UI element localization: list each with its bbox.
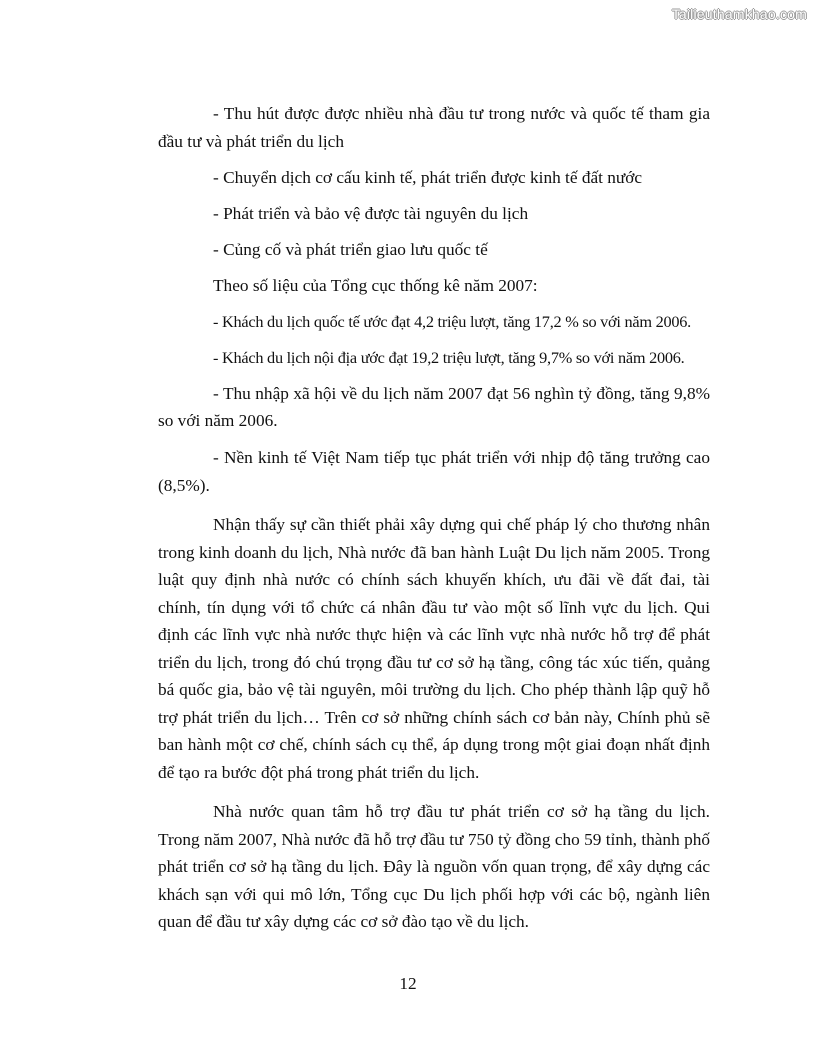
paragraph-tourism-income: - Thu nhập xã hội về du lịch năm 2007 đạt 56 nghìn tỷ đồng, tăng 9,8% so với năm 2006. (158, 383, 710, 430)
paragraph-domestic-visitors: - Khách du lịch nội địa ước đạt 19,2 triệu lượt, tăng 9,7% so với năm 2006. (213, 347, 685, 367)
document-body (158, 100, 710, 936)
paragraph-economic-growth: - Nền kinh tế Việt Nam tiếp tục phát triển với nhịp độ tăng trưởng cao (8,5%). (158, 448, 710, 495)
paragraph-statistics-intro: Theo số liệu của Tổng cục thống kê năm 2007: (213, 275, 538, 295)
paragraph-tourism-law: Nhận thấy sự cần thiết phải xây dựng qui chế pháp lý cho thương nhân trong kinh doanh du lịch, Nhà nước đã ban hành Luật Du lịch năm 2005. Trong luật quy định nhà nước có chính sách khuyến khích, ưu đãi về đất đai, tài chính, tín dụng với tổ chức cá nhân đầu tư vào một số lĩnh vực du lịch. Qui định các lĩnh vực nhà nước thực hiện và các lĩnh vực nhà nước hỗ trợ để phát triển du lịch, trong đó chú trọng đầu tư cơ sở hạ tầng, công tác xúc tiến, quảng bá quốc gia, bảo vệ tài nguyên, môi trường du lịch. Cho phép thành lập quỹ hỗ trợ phát triển du lịch… Trên cơ sở những chính sách cơ bản này, Chính phủ sẽ ban hành một cơ chế, chính sách cụ thể, áp dụng trong một giai đoạn nhất định để tạo ra bước đột phá trong phát triển du lịch. (158, 515, 710, 782)
paragraph-international-exchange: - Củng cố và phát triển giao lưu quốc tế (213, 239, 488, 259)
paragraph-resource-protection: - Phát triển và bảo vệ được tài nguyên du lịch (213, 203, 529, 223)
paragraph-economic-restructuring: - Chuyển dịch cơ cấu kinh tế, phát triển được kinh tế đất nước (213, 167, 643, 187)
watermark-text: Tailieuthamkhao.com (671, 6, 807, 22)
paragraph-international-visitors: - Khách du lịch quốc tế ước đạt 4,2 triệu lượt, tăng 17,2 % so với năm 2006. (213, 311, 691, 331)
page-number: 12 (399, 974, 417, 993)
paragraph-infrastructure-support: Nhà nước quan tâm hỗ trợ đầu tư phát triển cơ sở hạ tầng du lịch. Trong năm 2007, Nhà nước đã hỗ trợ đầu tư 750 tỷ đồng cho 59 tỉnh, thành phố phát triển cơ sở hạ tầng du lịch. Đây là nguồn vốn quan trọng, để xây dựng các khách sạn với qui mô lớn, Tổng cục Du lịch phối hợp với các bộ, ngành liên quan để đầu tư xây dựng các cơ sở đào tạo về du lịch. (158, 802, 710, 931)
paragraph-investment-attraction: - Thu hút được được nhiều nhà đầu tư trong nước và quốc tế tham gia đầu tư và phát triển du lịch (158, 104, 710, 151)
